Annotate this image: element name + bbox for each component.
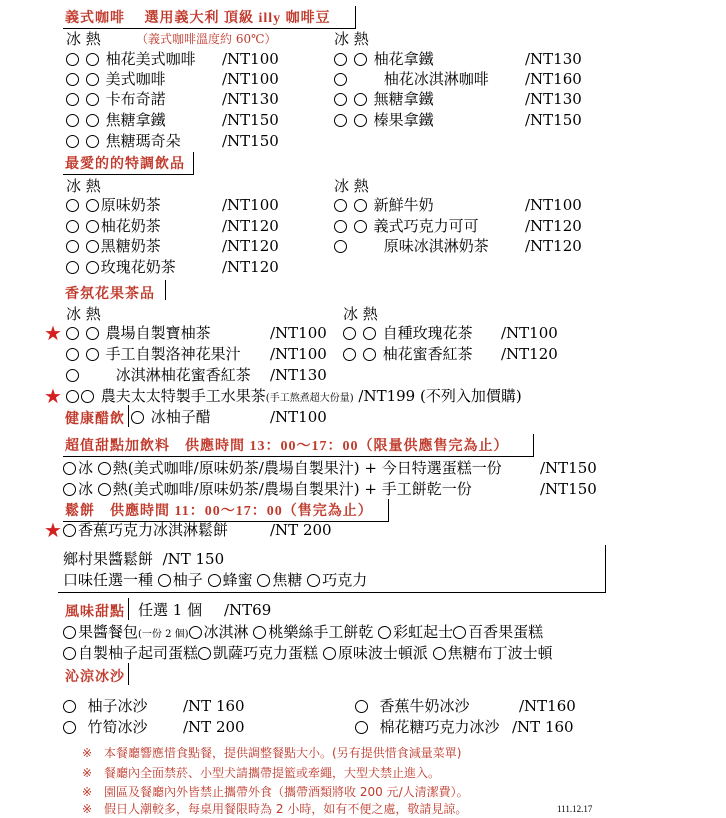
menu-item[interactable] bbox=[66, 257, 176, 277]
item-price: /NT100 bbox=[222, 70, 279, 88]
ice-checkbox[interactable] bbox=[334, 73, 347, 86]
item-price: /NT150 bbox=[222, 111, 279, 129]
dessert-option: 百香果蛋糕 bbox=[468, 623, 544, 641]
menu-item[interactable] bbox=[66, 89, 166, 109]
item-price: /NT 200 bbox=[183, 718, 245, 736]
ice-checkbox[interactable] bbox=[66, 327, 79, 340]
item-price: /NT100 bbox=[222, 50, 279, 68]
ice-checkbox[interactable] bbox=[334, 93, 347, 106]
menu-item[interactable] bbox=[66, 323, 211, 343]
item-note: (手工熬煮超大份量) bbox=[265, 393, 354, 404]
item-price: /NT100 bbox=[222, 196, 279, 214]
hot-checkbox[interactable] bbox=[86, 135, 99, 148]
dessert-option: 自製柚子起司蛋糕 bbox=[78, 644, 199, 662]
item-price: /NT 200 bbox=[270, 521, 332, 539]
print-date: 111.12.17 bbox=[557, 804, 593, 814]
item-price: /NT 160 bbox=[183, 697, 245, 715]
item-name: 香蕉巧克力冰淇淋鬆餅 bbox=[78, 521, 229, 539]
hot-checkbox[interactable] bbox=[86, 114, 99, 127]
hot-checkbox[interactable] bbox=[98, 462, 111, 475]
temp-note: （義式咖啡溫度約 60℃） bbox=[136, 32, 277, 46]
combo-row[interactable] bbox=[63, 479, 472, 499]
section-divider bbox=[128, 663, 129, 685]
dessert-checkbox[interactable] bbox=[433, 647, 446, 660]
item-price: /NT150 bbox=[540, 459, 597, 477]
item-name: 農夫太太特製手工水果茶 bbox=[100, 387, 266, 405]
item-name: 美式咖啡 bbox=[105, 70, 166, 88]
ice-checkbox[interactable] bbox=[66, 348, 79, 361]
checkbox[interactable] bbox=[63, 721, 76, 734]
item-name: 原味冰淇淋奶茶 bbox=[383, 237, 489, 255]
ice-checkbox[interactable] bbox=[334, 114, 347, 127]
combo-section-title: 超值甜點加飲料 供應時間 13：00～17：00（限量供應售完為止） bbox=[63, 434, 534, 457]
fruit-tea-section-title: 香氛花果茶品 bbox=[65, 287, 155, 302]
dessert-option: 凱薩巧克力蛋糕 bbox=[213, 644, 319, 662]
item-name: 冰柚子醋 bbox=[150, 408, 211, 426]
hot-checkbox[interactable] bbox=[86, 327, 99, 340]
ice-label: 冰 bbox=[78, 480, 94, 498]
star-icon: ★ bbox=[44, 384, 62, 408]
flavor-option: 柚子 bbox=[172, 571, 203, 589]
flavor-label: 口味任選一種 bbox=[63, 571, 154, 589]
dessert-checkbox[interactable] bbox=[253, 626, 266, 639]
item-price: /NT160 bbox=[525, 70, 582, 88]
ice-checkbox[interactable] bbox=[343, 348, 356, 361]
hot-checkbox[interactable] bbox=[363, 327, 376, 340]
item-price: /NT120 bbox=[222, 258, 279, 276]
dessert-option: 彩虹起士 bbox=[393, 623, 454, 641]
checkbox[interactable] bbox=[131, 411, 144, 424]
item-price: /NT 160 bbox=[512, 718, 574, 736]
hot-checkbox[interactable] bbox=[354, 114, 367, 127]
flavor-checkbox[interactable] bbox=[307, 574, 320, 587]
menu-item-farmer[interactable] bbox=[66, 386, 522, 406]
menu-item[interactable] bbox=[66, 216, 161, 236]
hot-checkbox[interactable] bbox=[86, 220, 99, 233]
menu-item[interactable] bbox=[334, 110, 434, 130]
item-price: /NT 150 bbox=[162, 550, 225, 568]
menu-item[interactable] bbox=[66, 344, 241, 364]
menu-item[interactable] bbox=[334, 195, 434, 215]
hot-checkbox[interactable] bbox=[86, 240, 99, 253]
checkbox[interactable] bbox=[355, 721, 368, 734]
menu-item[interactable] bbox=[66, 236, 161, 256]
menu-item[interactable] bbox=[334, 89, 434, 109]
item-name: 鄉村果醬鬆餅 bbox=[63, 550, 154, 568]
ice-checkbox[interactable] bbox=[66, 199, 79, 212]
ice-checkbox[interactable] bbox=[334, 199, 347, 212]
item-price: /NT130 bbox=[525, 90, 582, 108]
ice-checkbox[interactable] bbox=[63, 483, 76, 496]
ice-checkbox[interactable] bbox=[66, 53, 79, 66]
item-name: 柚花蜜香紅茶 bbox=[382, 345, 473, 363]
item-price: /NT100 bbox=[270, 345, 327, 363]
item-name: 手工自製洛神花果汁 bbox=[105, 345, 241, 363]
checkbox[interactable] bbox=[63, 524, 76, 537]
combo-desc: 熱(美式咖啡/原味奶茶/農場自製果汁) + 今日特選蛋糕一份 bbox=[112, 459, 502, 477]
ice-checkbox[interactable] bbox=[66, 390, 79, 403]
section-divider bbox=[128, 405, 129, 427]
checkbox[interactable] bbox=[355, 700, 368, 713]
item-price: /NT120 bbox=[222, 237, 279, 255]
item-price: /NT120 bbox=[222, 217, 279, 235]
hot-checkbox[interactable] bbox=[86, 53, 99, 66]
ice-section-title: 沁涼冰沙 bbox=[65, 670, 125, 685]
hot-checkbox[interactable] bbox=[86, 261, 99, 274]
item-price: /NT120 bbox=[525, 237, 582, 255]
menu-item[interactable] bbox=[334, 69, 489, 89]
item-name: 柚花美式咖啡 bbox=[105, 50, 196, 68]
hot-checkbox[interactable] bbox=[86, 199, 99, 212]
specialty-col-header: 冰 熱 bbox=[66, 177, 101, 195]
dessert-option: 桃樂絲手工餅乾 bbox=[268, 623, 374, 641]
dessert-checkbox[interactable] bbox=[453, 626, 466, 639]
dessert-checkbox[interactable] bbox=[63, 626, 76, 639]
dessert-option: 原味波士頓派 bbox=[337, 644, 428, 662]
menu-item[interactable] bbox=[131, 407, 211, 427]
dessert-option: 焦糖布丁波士頓 bbox=[447, 644, 553, 662]
fruit-col-header: 冰 熱 bbox=[66, 305, 101, 323]
dessert-row-2[interactable] bbox=[63, 643, 553, 663]
menu-item[interactable] bbox=[63, 717, 148, 737]
dessert-checkbox[interactable] bbox=[323, 647, 336, 660]
ice-checkbox[interactable] bbox=[66, 93, 79, 106]
item-price: /NT120 bbox=[525, 217, 582, 235]
espresso-col-header: 冰 熱 bbox=[66, 30, 101, 48]
hot-checkbox[interactable] bbox=[363, 348, 376, 361]
hot-checkbox[interactable] bbox=[86, 348, 99, 361]
item-name: 原味奶茶 bbox=[100, 196, 161, 214]
item-name: 榛果拿鐵 bbox=[373, 111, 434, 129]
item-name: 卡布奇諾 bbox=[105, 90, 166, 108]
item-name: 黑糖奶茶 bbox=[100, 237, 161, 255]
section-divider bbox=[165, 280, 166, 300]
ice-checkbox[interactable] bbox=[66, 73, 79, 86]
ice-checkbox[interactable] bbox=[343, 327, 356, 340]
hot-checkbox[interactable] bbox=[354, 53, 367, 66]
item-price: /NT130 bbox=[222, 90, 279, 108]
ice-checkbox[interactable] bbox=[334, 220, 347, 233]
item-price: /NT120 bbox=[501, 345, 558, 363]
espresso-col-header-right: 冰 熱 bbox=[334, 30, 369, 48]
hot-checkbox[interactable] bbox=[354, 220, 367, 233]
item-name: 柚花拿鐵 bbox=[373, 50, 434, 68]
item-price: /NT100 bbox=[270, 324, 327, 342]
item-name: 無糖拿鐵 bbox=[373, 90, 434, 108]
flavor-option: 巧克力 bbox=[322, 571, 368, 589]
item-name: 柚花冰淇淋咖啡 bbox=[383, 70, 489, 88]
checkbox[interactable] bbox=[63, 700, 76, 713]
item-name: 棉花糖巧克力冰沙 bbox=[379, 718, 500, 736]
menu-item[interactable] bbox=[343, 323, 473, 343]
item-name: 農場自製寶柚茶 bbox=[105, 324, 211, 342]
menu-item[interactable] bbox=[66, 195, 161, 215]
item-price: /NT150 bbox=[540, 480, 597, 498]
fruit-col-header-right: 冰 熱 bbox=[343, 305, 378, 323]
item-name: 焦糖拿鐵 bbox=[105, 111, 166, 129]
dessert-section-title: 風味甜點 bbox=[65, 605, 125, 620]
ice-label: 冰 bbox=[78, 459, 94, 477]
hot-checkbox[interactable] bbox=[354, 199, 367, 212]
item-name: 義式巧克力可可 bbox=[373, 217, 479, 235]
hot-checkbox[interactable] bbox=[86, 93, 99, 106]
dessert-option: 果醬餐包 bbox=[78, 623, 139, 641]
item-price: /NT100 bbox=[525, 196, 582, 214]
flavor-checkbox[interactable] bbox=[208, 574, 221, 587]
hot-checkbox[interactable] bbox=[98, 483, 111, 496]
item-name: 柚花奶茶 bbox=[100, 217, 161, 235]
hot-checkbox[interactable] bbox=[86, 73, 99, 86]
hot-checkbox[interactable] bbox=[81, 390, 94, 403]
menu-item[interactable] bbox=[355, 696, 470, 716]
dessert-checkbox[interactable] bbox=[63, 647, 76, 660]
menu-item[interactable] bbox=[334, 236, 489, 256]
dessert-choose: 任選 1 個 bbox=[138, 601, 203, 619]
ice-checkbox[interactable] bbox=[66, 114, 79, 127]
ice-checkbox[interactable] bbox=[66, 220, 79, 233]
note-line: ※ 假日人潮較多，每桌用餐限時為 2 小時，如有不便之處，敬請見諒。 bbox=[82, 802, 468, 816]
menu-item[interactable] bbox=[334, 49, 434, 69]
menu-item[interactable] bbox=[343, 344, 473, 364]
dessert-price: /NT69 bbox=[224, 601, 272, 619]
item-name: 柚子冰沙 bbox=[87, 697, 148, 715]
item-price: /NT100 bbox=[501, 324, 558, 342]
ice-checkbox[interactable] bbox=[334, 53, 347, 66]
menu-item[interactable] bbox=[66, 131, 181, 151]
item-price: /NT100 bbox=[270, 408, 327, 426]
ice-checkbox[interactable] bbox=[66, 240, 79, 253]
menu-item[interactable] bbox=[355, 717, 500, 737]
item-price: /NT150 bbox=[222, 132, 279, 150]
item-name: 香蕉牛奶冰沙 bbox=[379, 697, 470, 715]
dessert-row-1[interactable] bbox=[63, 622, 543, 642]
health-section-title: 健康醋飲 bbox=[65, 412, 125, 427]
menu-item[interactable] bbox=[66, 365, 251, 385]
note-line: ※ 餐廳內全面禁菸、小型犬請攜帶提籃或牽繩，大型犬禁止進入。 bbox=[82, 766, 441, 780]
waffle-section-title: 鬆餅 供應時間 11：00～17：00（售完為止） bbox=[63, 499, 389, 522]
country-waffle bbox=[63, 549, 224, 569]
ice-checkbox[interactable] bbox=[334, 240, 347, 253]
star-icon: ★ bbox=[44, 518, 62, 542]
menu-item[interactable] bbox=[63, 520, 228, 540]
combo-desc: 熱(美式咖啡/原味奶茶/農場自製果汁) + 手工餅乾一份 bbox=[112, 480, 472, 498]
section-divider bbox=[128, 598, 129, 620]
item-price: /NT160 bbox=[519, 697, 576, 715]
dessert-checkbox[interactable] bbox=[189, 626, 202, 639]
ice-checkbox[interactable] bbox=[66, 369, 79, 382]
dessert-note: (一份 2 個) bbox=[138, 629, 189, 640]
dessert-checkbox[interactable] bbox=[378, 626, 391, 639]
flavor-option: 蜂蜜 bbox=[222, 571, 253, 589]
flavor-row[interactable] bbox=[63, 570, 367, 590]
hot-checkbox[interactable] bbox=[354, 93, 367, 106]
star-icon: ★ bbox=[44, 321, 62, 345]
menu-item[interactable] bbox=[66, 49, 196, 69]
box-gap bbox=[58, 545, 59, 592]
combo-row[interactable] bbox=[63, 458, 502, 478]
item-name: 焦糖瑪奇朵 bbox=[105, 132, 181, 150]
item-price: /NT150 bbox=[525, 111, 582, 129]
item-name: 玫瑰花奶茶 bbox=[100, 258, 176, 276]
ice-checkbox[interactable] bbox=[63, 462, 76, 475]
espresso-section-title: 義式咖啡 選用義大利 頂級 illy 咖啡豆 bbox=[63, 6, 356, 29]
item-price: /NT199 (不列入加價購) bbox=[358, 387, 522, 405]
specialty-section-title: 最愛的的特調飲品 bbox=[63, 152, 194, 175]
item-name: 新鮮牛奶 bbox=[373, 196, 434, 214]
item-name: 自種玫瑰花茶 bbox=[382, 324, 473, 342]
menu-item[interactable] bbox=[63, 696, 148, 716]
flavor-checkbox[interactable] bbox=[257, 574, 270, 587]
dessert-checkbox[interactable] bbox=[198, 647, 211, 660]
ice-checkbox[interactable] bbox=[66, 135, 79, 148]
dessert-option: 冰淇淋 bbox=[203, 623, 249, 641]
note-line: ※ 園區及餐廳內外皆禁止攜帶外食（攜帶酒類將收 200 元/人清潔費）。 bbox=[82, 785, 469, 799]
item-price: /NT130 bbox=[270, 366, 327, 384]
flavor-option: 焦糖 bbox=[272, 571, 303, 589]
note-line: ※ 本餐廳響應惜食點餐，提供調整餐點大小。(另有提供惜食減量菜單) bbox=[82, 746, 462, 760]
item-name: 竹筍冰沙 bbox=[87, 718, 148, 736]
menu-item[interactable] bbox=[66, 110, 166, 130]
menu-item[interactable] bbox=[66, 69, 166, 89]
item-name: 冰淇淋柚花蜜香紅茶 bbox=[115, 366, 251, 384]
flavor-checkbox[interactable] bbox=[158, 574, 171, 587]
item-price: /NT130 bbox=[525, 50, 582, 68]
ice-checkbox[interactable] bbox=[66, 261, 79, 274]
specialty-col-header-right: 冰 熱 bbox=[334, 177, 369, 195]
menu-item[interactable] bbox=[334, 216, 479, 236]
